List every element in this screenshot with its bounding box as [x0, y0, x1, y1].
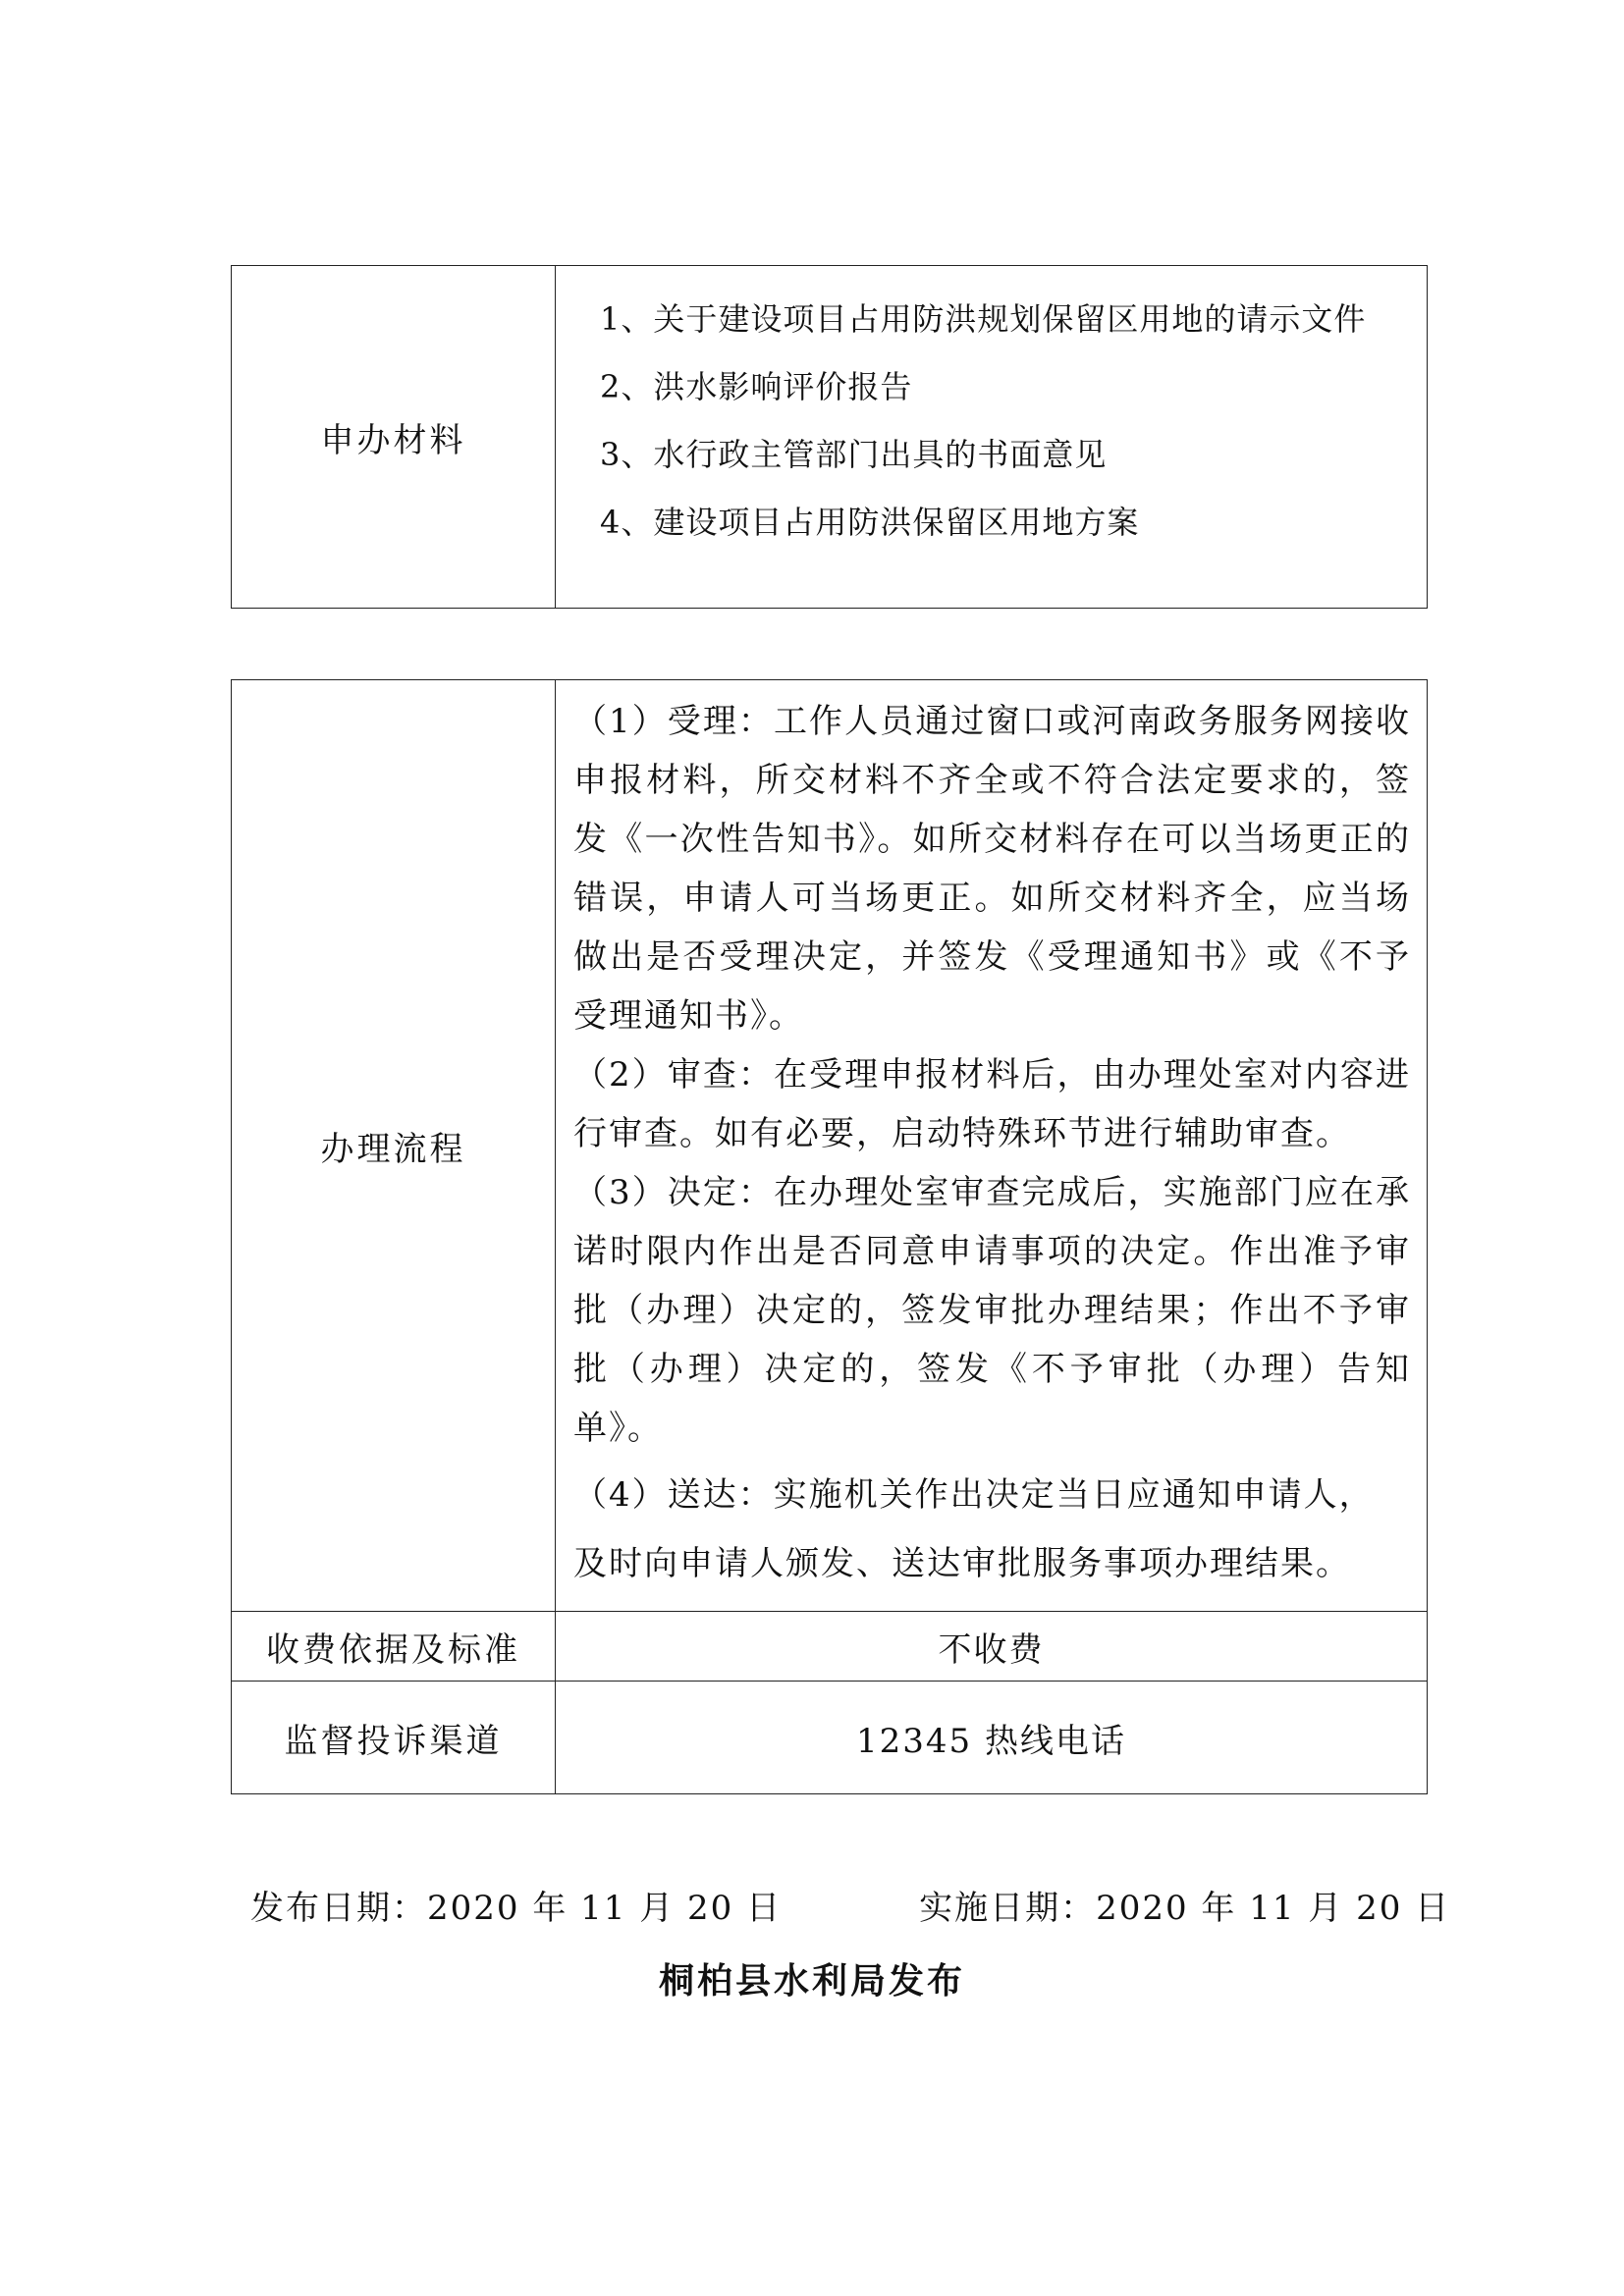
materials-item-3: 3、水行政主管部门出具的书面意见	[600, 436, 1108, 473]
materials-list	[557, 268, 1426, 606]
process-step-4-line-1: （4）送达：实施机关作出决定当日应通知申请人，	[573, 1475, 1375, 1515]
supervision-row	[232, 1682, 1428, 1794]
materials-item-4: 4、建设项目占用防洪保留区用地方案	[600, 504, 1140, 541]
materials-label: 申办材料	[232, 266, 556, 609]
process-step-4-line-2: 及时向申请人颁发、送达审批服务事项办理结果。	[573, 1544, 1351, 1583]
materials-row	[232, 266, 1428, 609]
fee-value: 不收费	[556, 1612, 1428, 1682]
process-row	[232, 680, 1428, 1612]
materials-table	[231, 265, 1428, 609]
publish-date: 发布日期：2020 年 11 月 20 日	[250, 1889, 783, 1928]
process-label: 办理流程	[232, 680, 556, 1612]
supervision-value: 12345 热线电话	[556, 1682, 1428, 1794]
dates-line	[250, 1881, 1451, 1929]
process-step-1: （1）受理：工作人员通过窗口或河南政务服务网接收申报材料，所交材料不齐全或不符合法定要求的，签发《一次性告知书》。如所交材料存在可以当场更正的错误，申请人可当场更正。如所交材料齐全，应当场做出是否受理决定，并签发《受理通知书》或《不予受理通知书》。	[573, 702, 1411, 1036]
materials-cell	[556, 266, 1428, 609]
supervision-label: 监督投诉渠道	[232, 1682, 556, 1794]
fee-label: 收费依据及标准	[232, 1612, 556, 1682]
effective-date: 实施日期：2020 年 11 月 20 日	[919, 1889, 1451, 1928]
publisher: 桐柏县水利局发布	[658, 1960, 965, 2002]
process-step-2: （2）审查：在受理申报材料后，由办理处室对内容进行审查。如有必要，启动特殊环节进行辅助审查。	[573, 1055, 1411, 1153]
materials-item-1: 1、关于建设项目占用防洪规划保留区用地的请示文件	[600, 300, 1367, 338]
process-step-3: （3）决定：在办理处室审查完成后，实施部门应在承诺时限内作出是否同意申请事项的决定。作出准予审批（办理）决定的，签发审批办理结果；作出不予审批（办理）决定的，签发《不予审批（办理）告知单》。	[573, 1173, 1411, 1448]
process-cell	[556, 680, 1428, 1612]
materials-item-2: 2、洪水影响评价报告	[600, 368, 913, 405]
process-table	[231, 679, 1428, 1794]
fee-row	[232, 1612, 1428, 1682]
